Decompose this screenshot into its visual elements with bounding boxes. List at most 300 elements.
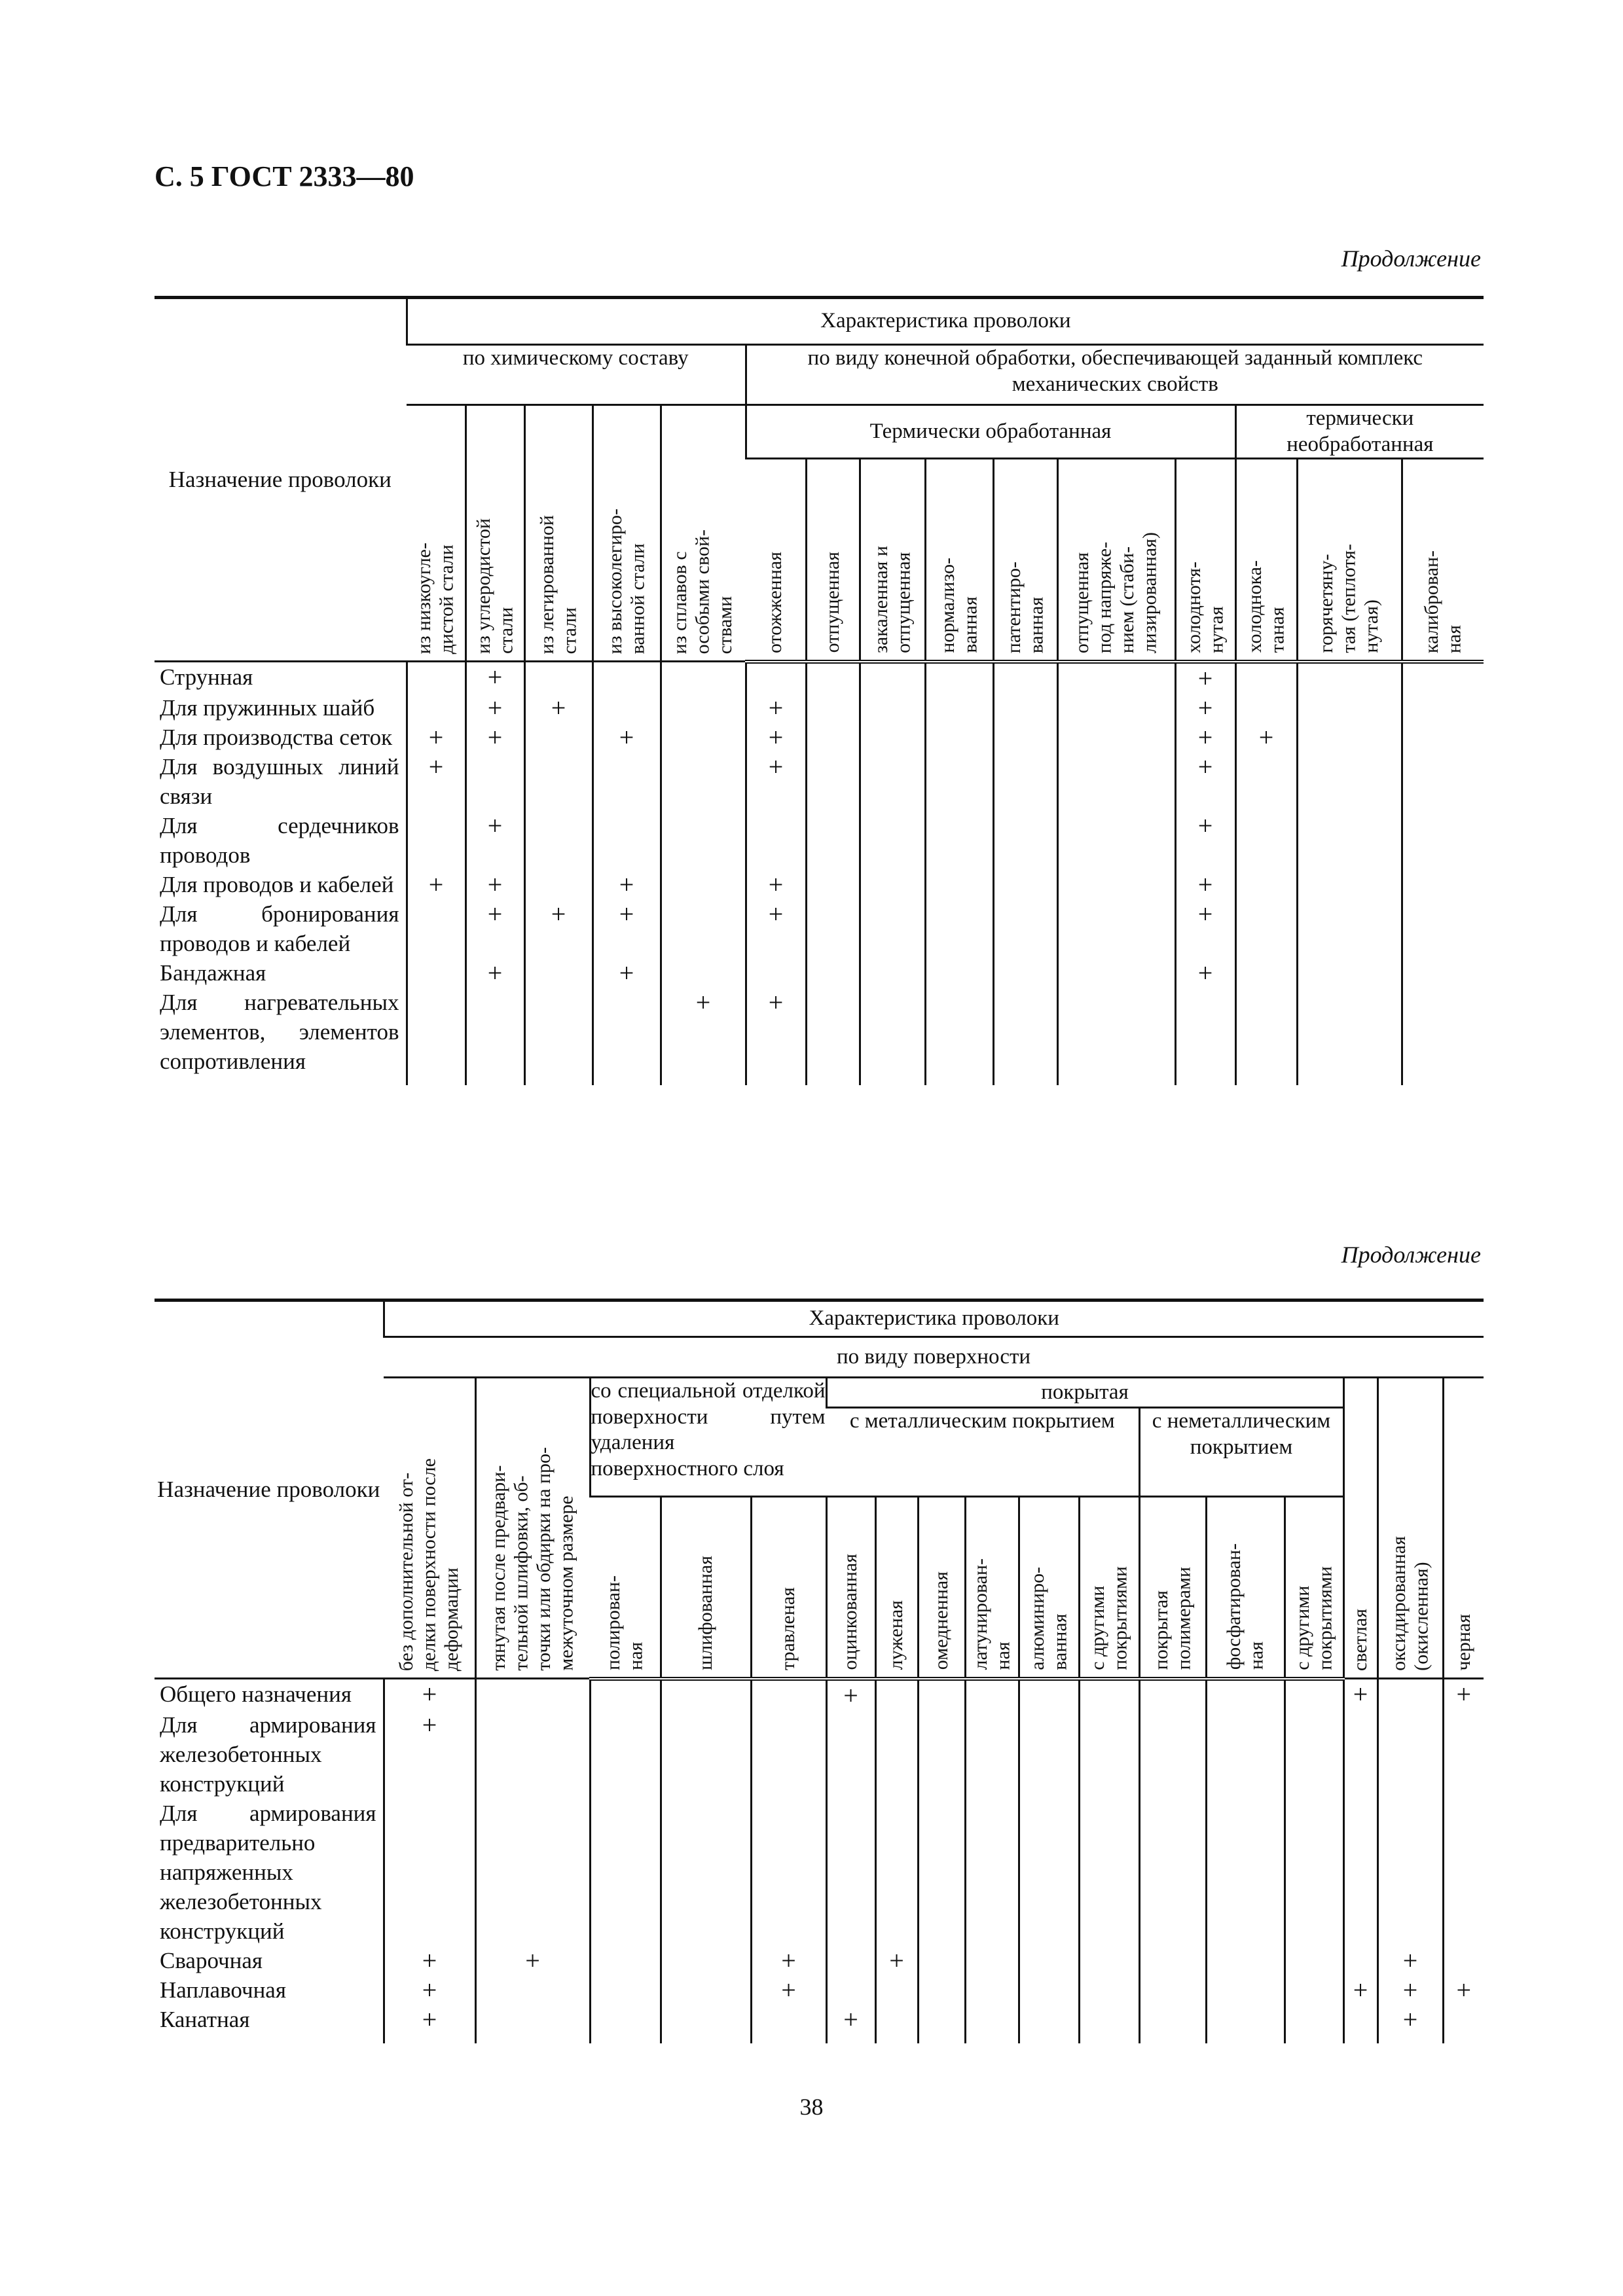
table-cell (918, 1946, 965, 1975)
column-header-aluminized: алюминиро- ванная (1019, 1497, 1079, 1679)
table-cell (524, 958, 593, 988)
table-cell (860, 662, 925, 693)
table-cell (806, 958, 860, 988)
table-cell (925, 723, 993, 752)
table-cell (860, 723, 925, 752)
column-header-phosphated: фосфатирован- ная (1206, 1497, 1285, 1679)
table-cell (993, 958, 1057, 988)
table-cell (965, 1799, 1019, 1946)
table-cell: + (746, 723, 806, 752)
table-row (155, 899, 1484, 958)
row-label: Для проводов и кабелей (160, 871, 394, 897)
table-cell: + (465, 899, 524, 958)
table-cell (1057, 870, 1175, 899)
table-cell (993, 693, 1057, 723)
table-cell (1377, 1679, 1443, 1710)
column-header-wire-characteristics: Характеристика проволоки (384, 1300, 1484, 1337)
table-cell (918, 1679, 965, 1710)
group-header-special-finish: со специальной отделкой поверхности путем удаления поверхностного слоя (590, 1378, 826, 1497)
table-cell (1402, 723, 1484, 752)
subgroup-header-heat-treated: Термически обработанная (746, 405, 1235, 459)
table-cell (1297, 811, 1402, 870)
table-cell (1206, 1975, 1285, 2005)
table-cell (524, 988, 593, 1076)
table-cell: + (593, 958, 661, 988)
table-cell (661, 693, 746, 723)
table-cell: + (1443, 1679, 1484, 1710)
column-header-black: черная (1443, 1378, 1484, 1679)
table-cell (826, 1710, 875, 1799)
table-cell (1057, 899, 1175, 958)
table-cell (1019, 1799, 1079, 1946)
column-header-wire-characteristics: Характеристика проволоки (407, 298, 1484, 345)
subgroup-header-metal-coating: с металлическим покрытием (826, 1408, 1139, 1497)
table-cell (1206, 1679, 1285, 1710)
table-cell (1019, 1679, 1079, 1710)
column-header-patented: патентиро- ванная (993, 459, 1057, 662)
table-cell (465, 988, 524, 1076)
table-cell (1057, 662, 1175, 693)
table-row (155, 958, 1484, 988)
table-row (155, 1799, 1484, 1946)
group-header-final-treatment: по виду конечной обработки, обеспечивающей заданный комплекс механических свойств (746, 345, 1484, 405)
group-header-surface: по виду поверхности (384, 1337, 1484, 1378)
table-cell (751, 2005, 826, 2034)
table-cell (593, 811, 661, 870)
table-cell (593, 693, 661, 723)
column-header-etched: травленая (751, 1497, 826, 1679)
table-cell (593, 988, 661, 1076)
table-cell (1297, 662, 1402, 693)
table-cell: + (465, 811, 524, 870)
table-cell (1079, 1975, 1139, 2005)
table-cell (1402, 899, 1484, 958)
table-cell (590, 1710, 661, 1799)
column-header-oxidized: оксидированная (окисленная) (1377, 1378, 1443, 1679)
table-cell (875, 1710, 918, 1799)
row-label: Для армирования предварительно напряженных железобетонных конструкций (160, 1800, 376, 1944)
table-cell (1235, 752, 1297, 811)
table-cell (1079, 1710, 1139, 1799)
table-cell (465, 752, 524, 811)
table-cell: + (593, 870, 661, 899)
table-cell (384, 1799, 475, 1946)
table-row (155, 1946, 1484, 1975)
table-cell (1206, 1946, 1285, 1975)
column-header-tinned: луженая (875, 1497, 918, 1679)
table-cell (1285, 1975, 1343, 2005)
table-cell (1206, 2005, 1285, 2034)
table-cell: + (1443, 1975, 1484, 2005)
table-cell (1402, 752, 1484, 811)
table-cell: + (1175, 899, 1235, 958)
table-cell (407, 811, 465, 870)
column-header-cold-drawn: холоднотя- нутая (1175, 459, 1235, 662)
table-cell (475, 1679, 590, 1710)
table-cell: + (1343, 1679, 1377, 1710)
table-cell (1343, 1799, 1377, 1946)
row-label: Бандажная (160, 960, 266, 986)
table-cell (524, 662, 593, 693)
table-cell (1402, 870, 1484, 899)
row-label: Для пружинных шайб (160, 694, 375, 721)
table-cell (860, 958, 925, 988)
table-cell: + (1175, 693, 1235, 723)
table-row (155, 1975, 1484, 2005)
table-cell (875, 1799, 918, 1946)
table-cell: + (524, 693, 593, 723)
table-cell (661, 1946, 751, 1975)
row-label: Для армирования железобетонных конструкций (160, 1712, 376, 1797)
table-cell (1057, 958, 1175, 988)
table-cell: + (524, 899, 593, 958)
table-cell (925, 899, 993, 958)
column-header-quenched-tempered: закаленная и отпущенная (860, 459, 925, 662)
column-header-no-finish: без дополнительной от- делки поверхности после деформации (384, 1378, 475, 1679)
table-cell: + (465, 958, 524, 988)
table-cell (593, 662, 661, 693)
table-cell: + (465, 870, 524, 899)
table-cell: + (1235, 723, 1297, 752)
table-cell (965, 1975, 1019, 2005)
column-header-alloyed: из легированной стали (524, 405, 593, 662)
table-cell (590, 2005, 661, 2034)
table-cell (524, 811, 593, 870)
table-cell (475, 1975, 590, 2005)
continuation-label: Продолжение (1341, 1242, 1481, 1268)
table-cell (1057, 723, 1175, 752)
table-cell (475, 1710, 590, 1799)
table-cell (661, 662, 746, 693)
table-cell (661, 1799, 751, 1946)
table-cell (826, 1946, 875, 1975)
table-cell (1139, 1975, 1206, 2005)
table-cell: + (826, 1679, 875, 1710)
table-cell (806, 662, 860, 693)
table-cell (806, 811, 860, 870)
table-cell (407, 899, 465, 958)
column-header-calibrated: калиброван- ная (1402, 459, 1484, 662)
table-cell (661, 899, 746, 958)
table-cell: + (465, 723, 524, 752)
table-cell (1235, 958, 1297, 988)
table-cell (661, 2005, 751, 2034)
table-cell (661, 958, 746, 988)
row-label: Для бронирования проводов и кабелей (160, 901, 399, 956)
table-cell (407, 988, 465, 1076)
table-cell (407, 958, 465, 988)
table-cell (993, 752, 1057, 811)
table-cell (524, 752, 593, 811)
table-cell (746, 958, 806, 988)
table-row (155, 870, 1484, 899)
table-cell (1235, 870, 1297, 899)
table-cell (1377, 1710, 1443, 1799)
row-label: Струнная (160, 664, 253, 691)
table-cell (918, 2005, 965, 2034)
table-cell (860, 752, 925, 811)
wire-properties-table-2 (155, 1299, 1484, 2043)
table-cell (1297, 988, 1402, 1076)
table-cell (1235, 693, 1297, 723)
table-cell (918, 1799, 965, 1946)
table-cell: + (384, 1975, 475, 2005)
table-cell (925, 988, 993, 1076)
table-cell (965, 1710, 1019, 1799)
table-cell (1206, 1799, 1285, 1946)
table-cell (661, 1975, 751, 2005)
table-cell: + (475, 1946, 590, 1975)
table-cell (1402, 988, 1484, 1076)
table-cell (475, 1799, 590, 1946)
table-cell: + (1175, 811, 1235, 870)
table-cell (860, 988, 925, 1076)
column-header-purpose: Назначение проволоки (155, 1300, 384, 1679)
table-cell (1139, 2005, 1206, 2034)
row-label: Для нагревательных элементов, элементов сопротивления (160, 989, 399, 1074)
table-cell: + (465, 693, 524, 723)
table-cell (806, 693, 860, 723)
table-cell (860, 870, 925, 899)
table-cell (1079, 1679, 1139, 1710)
table-cell (524, 723, 593, 752)
table-cell (1079, 1946, 1139, 1975)
table-cell (993, 811, 1057, 870)
table-cell: + (746, 693, 806, 723)
table-cell (1139, 1710, 1206, 1799)
table-cell (1206, 1710, 1285, 1799)
table-cell: + (1377, 2005, 1443, 2034)
table-cell: + (746, 870, 806, 899)
table-row (155, 752, 1484, 811)
table-cell (1235, 899, 1297, 958)
column-header-pre-ground: тянутая после предвари- тельной шлифовки, об- точки или обдирки на про- межуточном размере (475, 1378, 590, 1679)
column-header-purpose: Назначение проволоки (155, 298, 407, 662)
table-cell (993, 723, 1057, 752)
table-row (155, 693, 1484, 723)
table-cell (875, 1975, 918, 2005)
table-cell (1139, 1679, 1206, 1710)
table-cell (661, 1679, 751, 1710)
table-cell (407, 693, 465, 723)
table-cell (1443, 1946, 1484, 1975)
table-cell (965, 1946, 1019, 1975)
column-header-hot-drawn: горячетяну- тая (теплотя- нутая) (1297, 459, 1402, 662)
table-cell (1057, 693, 1175, 723)
table-cell (1297, 752, 1402, 811)
table-cell (746, 811, 806, 870)
group-header-chemical: по химическому составу (407, 345, 746, 405)
continuation-label: Продолжение (1341, 245, 1481, 272)
table-cell (661, 811, 746, 870)
table-cell: + (1377, 1975, 1443, 2005)
table-cell (1019, 1975, 1079, 2005)
column-header-special-alloys: из сплавов с особыми свой- ствами (661, 405, 746, 662)
table-cell (860, 693, 925, 723)
table-cell (746, 662, 806, 693)
table-cell: + (1175, 723, 1235, 752)
table-cell (1402, 693, 1484, 723)
table-cell (590, 1679, 661, 1710)
table-cell (1297, 693, 1402, 723)
table-cell: + (746, 752, 806, 811)
table-cell (1139, 1799, 1206, 1946)
column-header-polymer-coated: покрытая полимерами (1139, 1497, 1206, 1679)
table-cell (925, 870, 993, 899)
row-label: Сварочная (160, 1947, 263, 1973)
table-cell (1285, 1799, 1343, 1946)
table-cell (875, 2005, 918, 2034)
table-cell (590, 1946, 661, 1975)
table-cell (1297, 870, 1402, 899)
table-cell (661, 752, 746, 811)
table-cell (1139, 1946, 1206, 1975)
table-cell (826, 1975, 875, 2005)
table-cell: + (384, 1679, 475, 1710)
table-cell (965, 1679, 1019, 1710)
table-cell (875, 1679, 918, 1710)
table-cell (1402, 958, 1484, 988)
table-row (155, 2005, 1484, 2034)
column-header-other-metal-coatings: с другими покрытиями (1079, 1497, 1139, 1679)
table-cell (806, 870, 860, 899)
table-cell (1402, 811, 1484, 870)
table-cell: + (1175, 662, 1235, 693)
table-cell (1057, 811, 1175, 870)
table-row (155, 1710, 1484, 1799)
column-header-low-carbon: из низкоугле- дистой стали (407, 405, 465, 662)
table-cell: + (407, 870, 465, 899)
row-label: Канатная (160, 2006, 250, 2032)
table-cell (1057, 752, 1175, 811)
subgroup-header-not-heat-treated: термически необработанная (1235, 405, 1484, 459)
table-cell (925, 662, 993, 693)
table-cell (524, 870, 593, 899)
table-cell (1285, 1679, 1343, 1710)
row-label: Общего назначения (160, 1681, 352, 1707)
table-cell (918, 1710, 965, 1799)
table-cell (1443, 1710, 1484, 1799)
table-cell: + (751, 1946, 826, 1975)
column-header-bright: светлая (1343, 1378, 1377, 1679)
table-cell (1285, 1710, 1343, 1799)
table-cell (1235, 811, 1297, 870)
table-cell: + (751, 1975, 826, 2005)
column-header-other-nonmetal-coatings: с другими покрытиями (1285, 1497, 1343, 1679)
column-header-normalized: нормализо- ванная (925, 459, 993, 662)
table-cell (407, 662, 465, 693)
table-bottom-spacer (155, 1076, 1484, 1085)
table-cell: + (1343, 1975, 1377, 2005)
table-cell: + (407, 752, 465, 811)
table-cell (993, 899, 1057, 958)
table-cell (661, 723, 746, 752)
table-cell (806, 723, 860, 752)
table-cell: + (593, 723, 661, 752)
column-header-ground: шлифованная (661, 1497, 751, 1679)
column-header-polished: полирован- ная (590, 1497, 661, 1679)
table-cell (1297, 723, 1402, 752)
table-cell (1285, 2005, 1343, 2034)
table-cell (590, 1975, 661, 2005)
table-cell (1343, 2005, 1377, 2034)
table-cell (925, 693, 993, 723)
table-cell (965, 2005, 1019, 2034)
column-header-carbon: из углеродистой стали (465, 405, 524, 662)
column-header-copper-coated: омедненная (918, 1497, 965, 1679)
table-cell (925, 958, 993, 988)
table-bottom-spacer (155, 2034, 1484, 2043)
document-header: С. 5 ГОСТ 2333—80 (155, 160, 414, 192)
table-cell (1443, 2005, 1484, 2034)
table-row (155, 988, 1484, 1076)
row-label: Для воздушных линий связи (160, 753, 399, 809)
table-cell (826, 1799, 875, 1946)
table-cell: + (1175, 958, 1235, 988)
column-header-annealed: отожженная (746, 459, 806, 662)
table-cell: + (384, 1710, 475, 1799)
table-cell (1297, 958, 1402, 988)
table-cell (860, 811, 925, 870)
table-cell: + (593, 899, 661, 958)
wire-properties-table-1 (155, 296, 1484, 1085)
table-cell: + (746, 988, 806, 1076)
table-cell (993, 870, 1057, 899)
table-cell: + (1377, 1946, 1443, 1975)
row-label: Для сердечников проводов (160, 812, 399, 868)
table-cell (751, 1710, 826, 1799)
table-cell: + (746, 899, 806, 958)
column-header-brass-coated: латунирован- ная (965, 1497, 1019, 1679)
table-cell (806, 752, 860, 811)
table-cell (1285, 1946, 1343, 1975)
table-cell: + (384, 1946, 475, 1975)
table-cell (1019, 2005, 1079, 2034)
table-cell (1343, 1946, 1377, 1975)
table-cell (806, 899, 860, 958)
table-cell: + (465, 662, 524, 693)
table-cell (1443, 1799, 1484, 1946)
table-cell (806, 988, 860, 1076)
table-cell (1402, 662, 1484, 693)
table-cell (993, 988, 1057, 1076)
table-cell: + (384, 2005, 475, 2034)
table-cell (925, 811, 993, 870)
table-cell (1079, 1799, 1139, 1946)
table-cell (1377, 1799, 1443, 1946)
table-cell (751, 1799, 826, 1946)
table-cell (475, 2005, 590, 2034)
table-cell: + (407, 723, 465, 752)
page-number: 38 (799, 2094, 824, 2120)
table-cell: + (1175, 752, 1235, 811)
table-cell (918, 1975, 965, 2005)
column-header-tempered: отпущенная (806, 459, 860, 662)
table-cell (1079, 2005, 1139, 2034)
table-cell (860, 899, 925, 958)
table-cell (590, 1799, 661, 1946)
column-header-galvanized: оцинкованная (826, 1497, 875, 1679)
table-row (155, 723, 1484, 752)
table-cell (661, 870, 746, 899)
table-cell (993, 662, 1057, 693)
table-cell (1297, 899, 1402, 958)
table-cell (1019, 1946, 1079, 1975)
table-cell: + (661, 988, 746, 1076)
table-cell: + (1175, 870, 1235, 899)
column-header-high-alloyed: из высоколегиро- ванной стали (593, 405, 661, 662)
table-cell (661, 1710, 751, 1799)
